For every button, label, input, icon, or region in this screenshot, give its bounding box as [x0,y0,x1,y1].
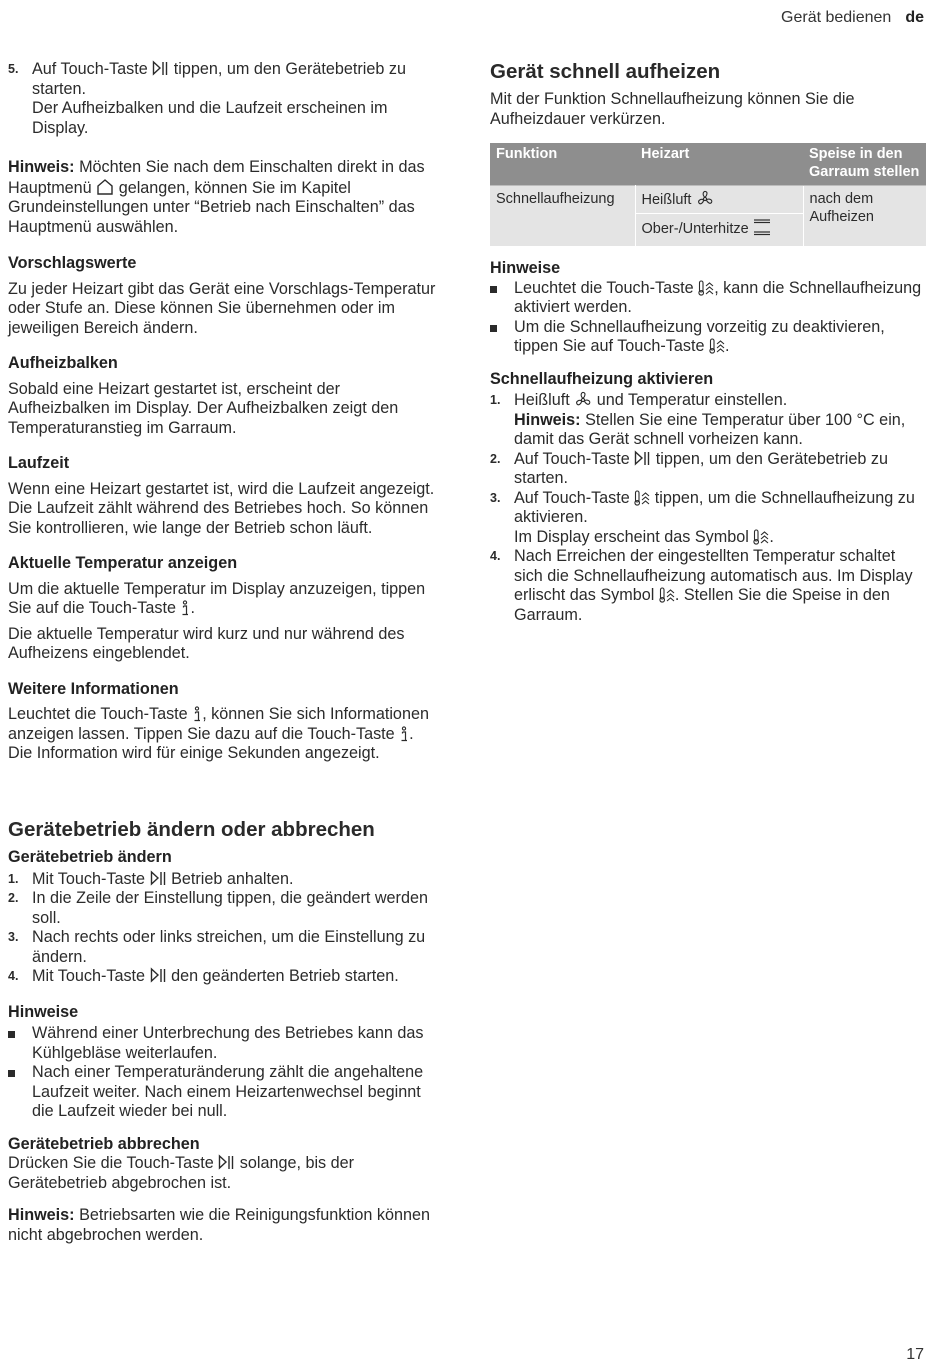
function-table [490,143,926,246]
bullet [490,325,497,332]
table-header: Heizart [635,143,803,186]
section-text: Zu jeder Heizart gibt das Gerät eine Vorschlags-Temperatur oder Stufe an. Diese können Sie übernehmen oder im jeweiligen Bereich ändern. [8,279,436,337]
hint-paragraph: Hinweis: Möchten Sie nach dem Einschalten direkt in das Hauptmenü gelangen, können Sie im Kapitel Grundeinstellungen unter “Betrieb nach Einschalten” das Hauptmenü auswählen. [8,158,425,236]
list-item: Um die Schnellaufheizung vorzeitig zu deaktivieren, tippen Sie auf Touch-Taste . [490,318,926,357]
bullet [8,1070,15,1077]
info-icon [180,600,190,616]
list-item: 2. Auf Touch-Taste tippen, um den Gerätebetrieb zu starten. [490,449,888,487]
header-section: Gerät bedienen [781,9,892,26]
section-title: Gerät schnell aufheizen [490,60,721,83]
play-pause-icon [634,450,651,467]
bullet [8,1031,15,1038]
section-title: Gerätebetrieb ändern oder abbrechen [8,818,375,841]
list-item: 4. Nach Erreichen der eingestellten Temperatur schaltet sich die Schnellaufheizung automatisch aus. Im Display erlischt das Symbol . Stellen Sie die Speise in den Garraum. [490,547,913,624]
page-number: 17 [906,1345,924,1363]
section-heading: Aufheizbalken [8,354,118,372]
table-cell: Heißluft [635,186,803,214]
table-header-row [490,143,926,186]
section-heading: Weitere Informationen [8,679,179,698]
hot-air-fan-icon [696,190,714,207]
fast-preheat-icon [634,489,650,506]
section-text: Leuchtet die Touch-Taste , können Sie sich Informationen anzeigen lassen. Tippen Sie dazu auf die Touch-Taste . Die Information wird für einige Sekunden angezeigt. [8,705,429,762]
list-item: 1. Heißluft und Temperatur einstellen. Hinweis: Stellen Sie eine Temperatur über 100 °C ein, damit das Gerät schnell vorheizen kann. [490,391,906,448]
table-cell: Schnellaufheizung [490,186,635,247]
play-pause-icon [218,1154,235,1171]
section-heading: Laufzeit [8,454,70,472]
fast-preheat-icon [753,528,769,545]
section-heading: Hinweise [8,1002,79,1021]
list-item: 3. Auf Touch-Taste tippen, um die Schnellaufheizung zu aktivieren. Im Display erscheint das Symbol . [490,488,915,546]
info-icon [192,706,202,722]
change-or-abort-section [8,818,442,1245]
list-item: 1. Mit Touch-Taste Betrieb anhalten. [8,869,294,888]
list-item: Nach einer Temperaturänderung zählt die angehaltene Laufzeit weiter. Nach einem Heizartenwechsel beginnt die Laufzeit wieder bei null. [8,1063,442,1122]
play-pause-icon [150,967,167,984]
list-item: Leuchtet die Touch-Taste , kann die Schnellaufheizung aktiviert werden. [490,279,926,318]
section-heading: Aktuelle Temperatur anzeigen [8,554,238,572]
fast-preheat-icon [659,586,675,603]
right-column [490,60,926,625]
table-header: Funktion [490,143,635,186]
hint-paragraph: Hinweis: Betriebsarten wie die Reinigungsfunktion können nicht abgebrochen werden. [8,1206,431,1244]
step-result: Der Aufheizbalken und die Laufzeit erscheinen im Display. [32,99,388,137]
home-icon [96,178,114,196]
table-header: Speise in den Garraum stellen [803,143,926,186]
fast-preheat-icon [698,279,714,296]
fast-preheat-icon [709,337,725,354]
section-text: Die aktuelle Temperatur wird kurz und nur während des Aufheizens eingeblendet. [8,624,405,662]
section-heading: Gerätebetrieb ändern [8,848,172,866]
section-text: Drücken Sie die Touch-Taste solange, bis der Gerätebetrieb abgebrochen ist. [8,1154,355,1192]
section-heading: Vorschlagswerte [8,254,137,272]
info-icon [399,726,409,742]
list-item: 2. In die Zeile der Einstellung tippen, die geändert werden soll. [8,889,428,927]
left-column [8,60,442,764]
table-cell: Ober-/Unterhitze [635,214,803,247]
list-item: 4. Mit Touch-Taste den geänderten Betrieb starten. [8,967,399,985]
section-text: Um die aktuelle Temperatur im Display anzuzeigen, tippen Sie auf die Touch-Taste . [8,579,426,617]
section-heading: Hinweise [490,259,561,277]
section-text: Sobald eine Heizart gestartet ist, erscheint der Aufheizbalken im Display. Der Aufheizbalken zeigt den Temperaturanstieg im Garraum. [8,379,399,437]
hot-air-fan-icon [574,391,592,408]
step-5: 5. Auf Touch-Taste tippen, um den Gerätebetrieb zu starten. Der Aufheizbalken und die Laufzeit erscheinen im Display. [8,60,442,138]
table-cell: nach dem Aufheizen [803,186,926,247]
step-number: 5. [8,62,19,76]
page-header [781,8,924,28]
section-heading: Schnellaufheizung aktivieren [490,369,714,388]
list-item: Während einer Unterbrechung des Betriebes kann das Kühlgebläse weiterlaufen. [8,1024,442,1063]
header-language: de [905,9,924,26]
section-text: Mit der Funktion Schnellaufheizung können Sie die Aufheizdauer verkürzen. [490,90,855,128]
list-item: 3. Nach rechts oder links streichen, um die Einstellung zu ändern. [8,928,426,966]
section-text: Wenn eine Heizart gestartet ist, wird die Laufzeit angezeigt. Die Laufzeit zählt während des Betriebes hoch. So können Sie kontrollieren, wie lange der Betrieb schon läuft. [8,479,435,537]
table-row [490,186,926,214]
bullet [490,286,497,293]
play-pause-icon [150,870,167,887]
play-pause-icon [152,60,169,77]
section-heading: Gerätebetrieb abbrechen [8,1134,200,1153]
top-bottom-heat-icon [753,218,771,236]
